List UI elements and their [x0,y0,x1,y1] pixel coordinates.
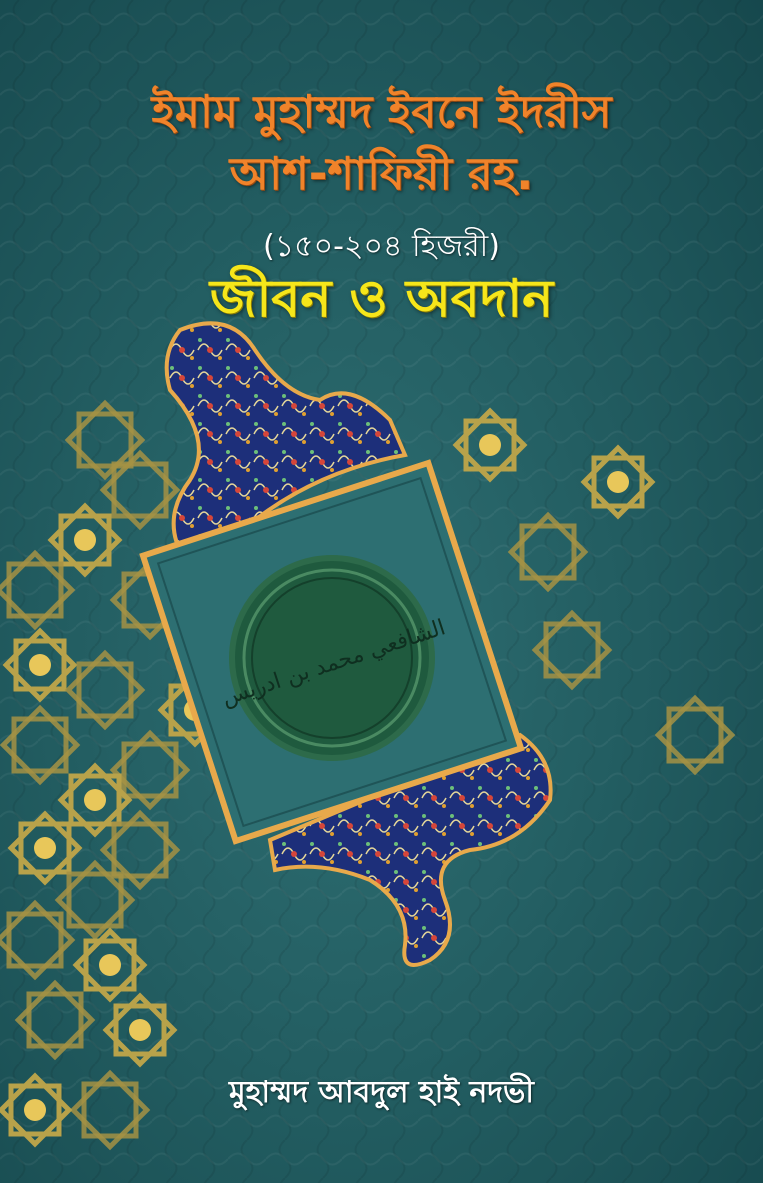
title-line-1: ইমাম মুহাম্মদ ইবনে ইদরীস [151,85,612,138]
calligraphy-text: الشافعي محمد بن ادريس [218,615,449,712]
title-line-2: আশ-শাফিয়ী রহ. [229,147,534,200]
years-label: (১৫০-২০৪ হিজরী) [263,229,500,264]
subtitle: জীবন ও অবদান [209,269,554,329]
author-name: মুহাম্মদ আবদুল হাই নদভী [229,1075,534,1110]
